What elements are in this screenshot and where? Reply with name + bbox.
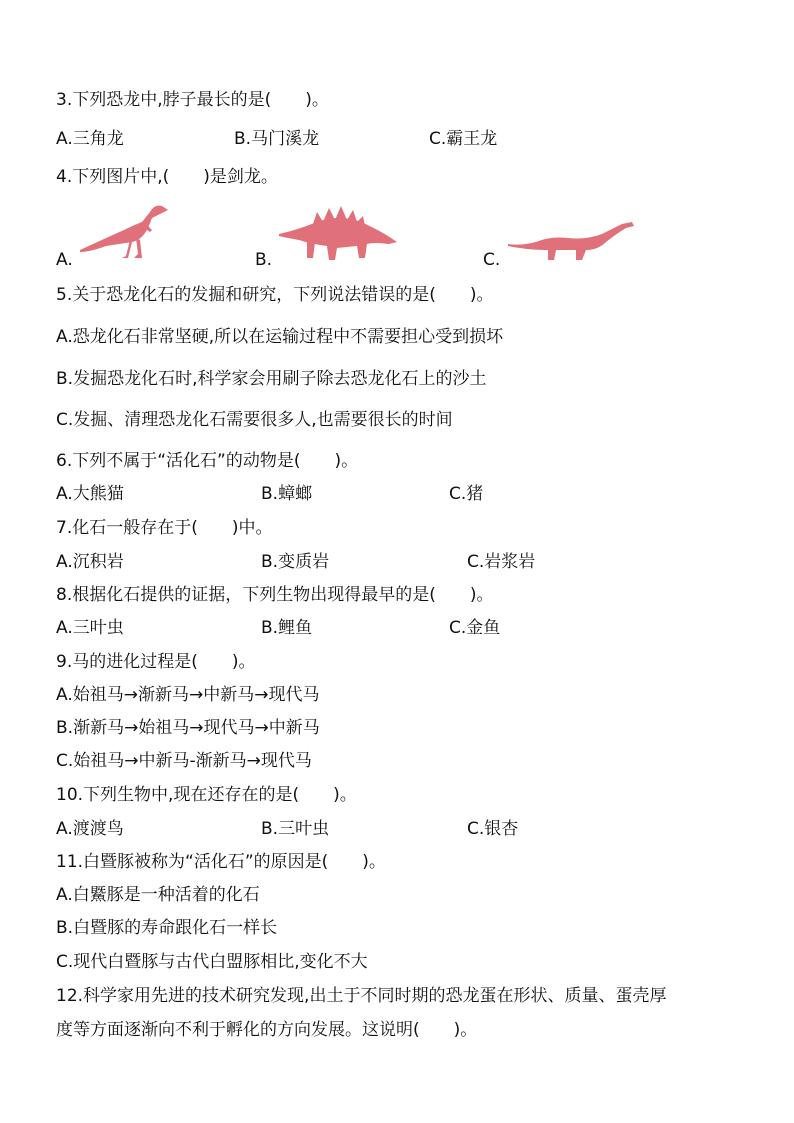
q6-option-a: A.大熊猫 bbox=[56, 484, 124, 504]
stegosaurus-figure bbox=[277, 200, 399, 264]
q9-option-a: A.始祖马→渐新马→中新马→现代马 bbox=[56, 685, 320, 705]
velociraptor-figure bbox=[76, 200, 170, 262]
q11-option-b: B.白暨豚的寿命跟化石一样长 bbox=[56, 918, 278, 938]
q3-stem: 3.下列恐龙中,脖子最长的是( )。 bbox=[56, 90, 329, 110]
q6-stem: 6.下列不属于“活化石”的动物是( )。 bbox=[56, 451, 359, 471]
q6-option-b: B.蟑螂 bbox=[261, 484, 313, 504]
q7-option-b: B.变质岩 bbox=[261, 552, 330, 572]
q3-option-b: B.马门溪龙 bbox=[234, 129, 320, 149]
q8-option-a: A.三叶虫 bbox=[56, 618, 124, 638]
q4-stem: 4.下列图片中,( )是剑龙。 bbox=[56, 167, 278, 187]
sauropod-figure bbox=[506, 220, 636, 262]
q5-stem: 5.关于恐龙化石的发掘和研究，下列说法错误的是( )。 bbox=[56, 285, 494, 305]
q10-option-b: B.三叶虫 bbox=[261, 819, 330, 839]
q3-option-a: A.三角龙 bbox=[56, 129, 124, 149]
q10-option-c: C.银杏 bbox=[467, 819, 519, 839]
q9-option-b: B.渐新马→始祖马→现代马→中新马 bbox=[56, 718, 320, 738]
q11-option-a: A.白鱀豚是一种活着的化石 bbox=[56, 885, 260, 905]
q9-option-c: C.始祖马→中新马-渐新马→现代马 bbox=[56, 751, 312, 771]
q10-option-a: A.渡渡鸟 bbox=[56, 819, 124, 839]
q7-option-c: C.岩浆岩 bbox=[467, 552, 536, 572]
q8-stem: 8.根据化石提供的证据，下列生物出现得最早的是( )。 bbox=[56, 585, 494, 605]
q11-option-c: C.现代白暨豚与古代白盟豚相比,变化不大 bbox=[56, 952, 368, 972]
q4-option-c: C. bbox=[483, 250, 501, 270]
q4-option-b: B. bbox=[255, 250, 273, 270]
q12-stem-line-2: 度等方面逐渐向不利于孵化的方向发展。这说明( )。 bbox=[56, 1020, 478, 1040]
q11-stem: 11.白暨豚被称为“活化石”的原因是( )。 bbox=[56, 852, 386, 872]
q8-option-b: B.鲤鱼 bbox=[261, 618, 313, 638]
q5-option-b: B.发掘恐龙化石时,科学家会用刷子除去恐龙化石上的沙土 bbox=[56, 369, 487, 389]
q7-option-a: A.沉积岩 bbox=[56, 552, 124, 572]
q7-stem: 7.化石一般存在于( )中。 bbox=[56, 518, 273, 538]
q9-stem: 9.马的进化过程是( )。 bbox=[56, 652, 256, 672]
q6-option-c: C.猪 bbox=[449, 484, 484, 504]
q4-option-a: A. bbox=[56, 250, 73, 270]
q5-option-c: C.发掘、清理恐龙化石需要很多人,也需要很长的时间 bbox=[56, 410, 453, 430]
q12-stem-line-1: 12.科学家用先进的技术研究发现,出土于不同时期的恐龙蛋在形状、质量、蛋壳厚 bbox=[56, 986, 667, 1006]
q10-stem: 10.下列生物中,现在还存在的是( )。 bbox=[56, 785, 357, 805]
q3-option-c: C.霸王龙 bbox=[429, 129, 498, 149]
q5-option-a: A.恐龙化石非常坚硬,所以在运输过程中不需要担心受到损坏 bbox=[56, 327, 504, 347]
q8-option-c: C.金鱼 bbox=[449, 618, 501, 638]
